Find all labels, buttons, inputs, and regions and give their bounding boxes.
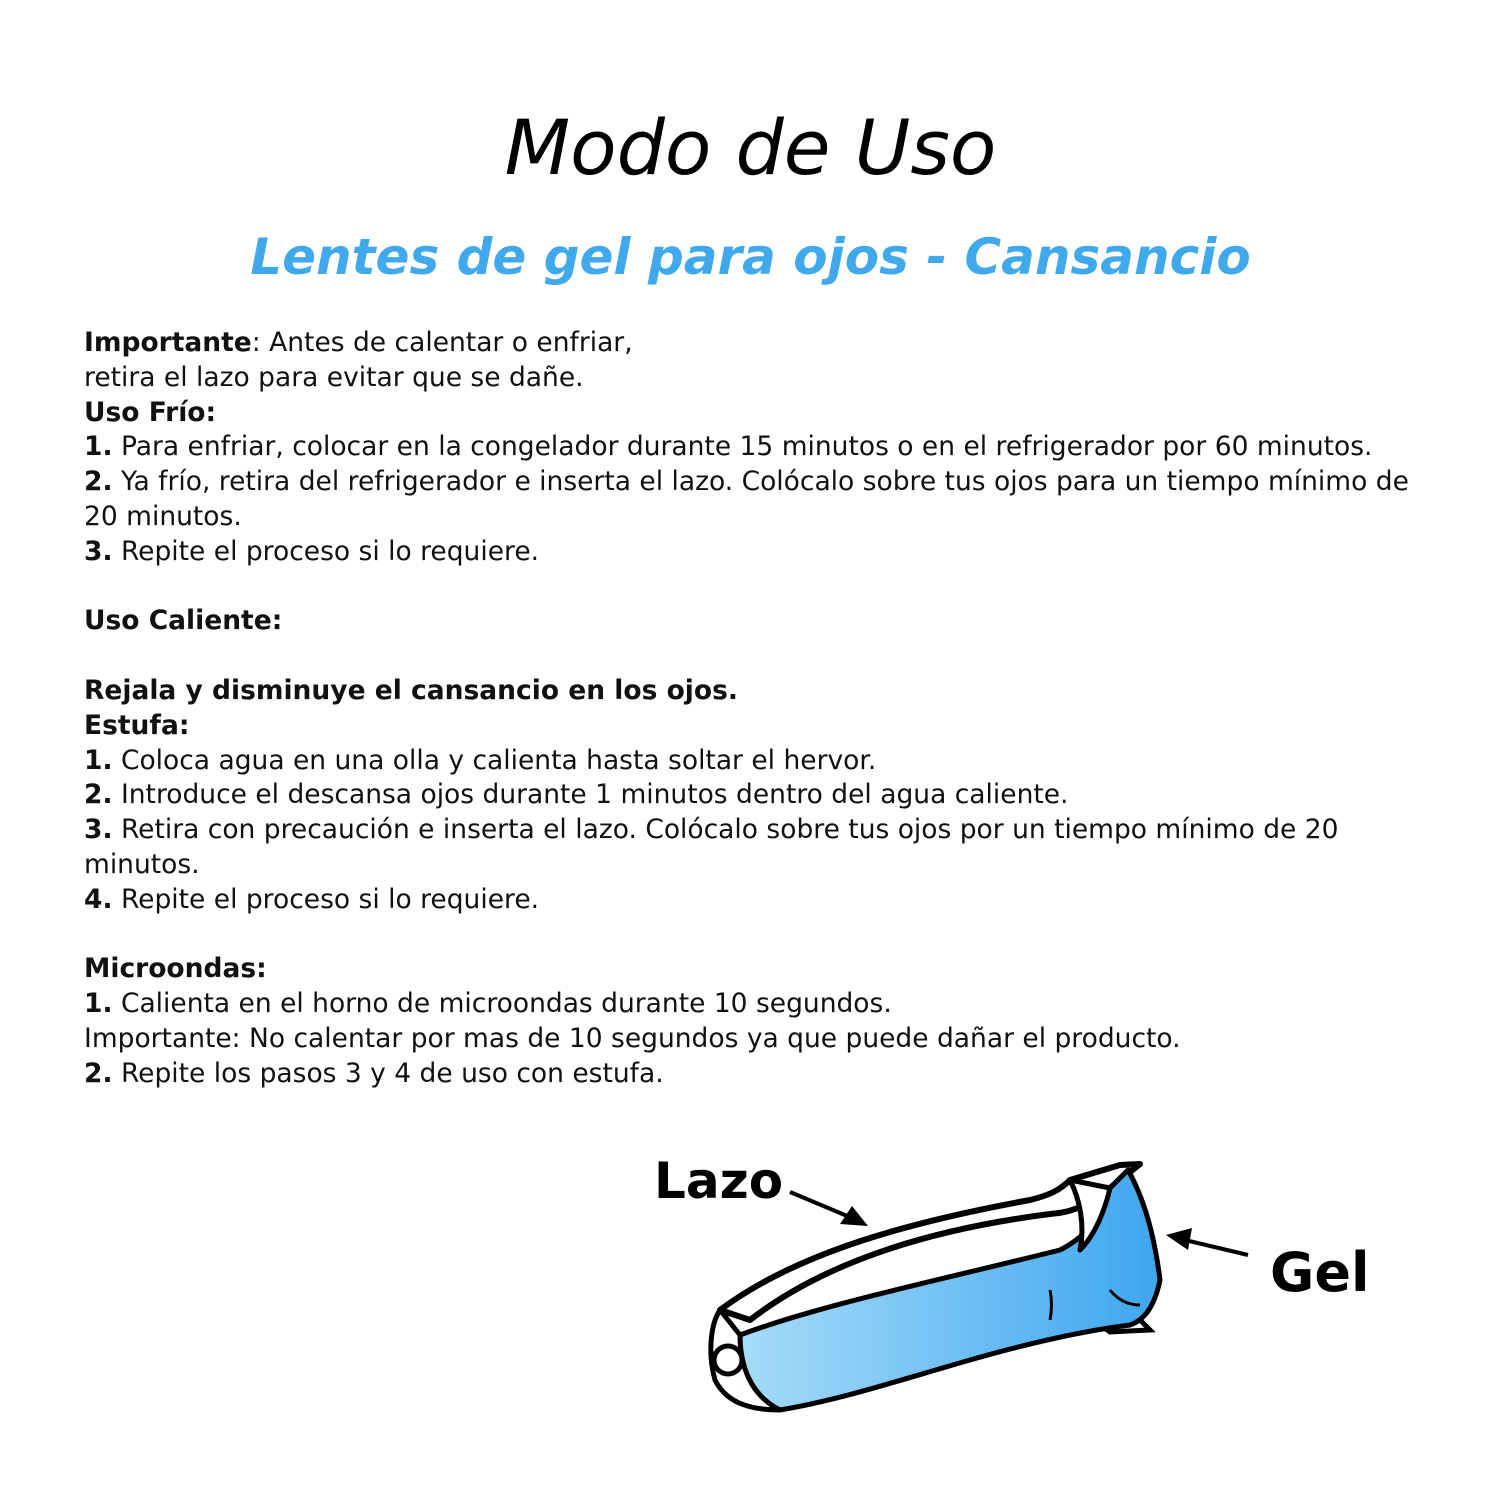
spacer	[84, 570, 1444, 605]
step-text: Repite el proceso si lo requiere.	[112, 535, 540, 567]
step-number: 2.	[84, 1057, 113, 1089]
page-subtitle: Lentes de gel para ojos - Cansancio	[250, 228, 1251, 286]
important-text-2: retira el lazo para evitar que se dañe.	[84, 361, 584, 393]
step-text: Repite los pasos 3 y 4 de uso con estufa.	[112, 1057, 664, 1089]
gel-label: Gel	[1270, 1241, 1370, 1304]
hot-use-tagline: Rejala y disminuye el cansancio en los ojos.	[84, 674, 738, 706]
cold-step-3	[84, 535, 1444, 570]
step-text: Calienta en el horno de microondas durante 10 segundos.	[112, 988, 892, 1020]
gel-crease	[1050, 1290, 1052, 1320]
step-text: Repite el proceso si lo requiere.	[112, 883, 540, 915]
spacer	[84, 918, 1444, 953]
step-text: Ya frío, retira del refrigerador e inserta el lazo. Colócalo sobre tus ojos para un tiempo mínimo de 20 minutos.	[84, 466, 1409, 532]
microwave-step-1	[84, 987, 1444, 1022]
spacer	[84, 639, 1444, 674]
arrow-to-strap-line	[790, 1192, 852, 1218]
step-number: 1.	[84, 431, 113, 463]
important-label: Importante	[84, 327, 252, 358]
step-number: 2.	[84, 779, 113, 811]
important-text-1: : Antes de calentar o enfriar,	[251, 327, 633, 358]
arrow-to-gel-line	[1185, 1240, 1248, 1255]
step-text: Para enfriar, colocar en la congelador durante 15 minutos o en el refrigerador por 60 minutos.	[112, 431, 1373, 463]
step-text: Introduce el descansa ojos durante 1 minutos dentro del agua caliente.	[112, 779, 1069, 811]
arrow-to-gel-head	[1166, 1228, 1192, 1250]
step-number: 2.	[84, 466, 113, 498]
step-text: Retira con precaución e inserta el lazo. Colócalo sobre tus ojos por un tiempo mínimo de 20 minutos.	[84, 814, 1339, 880]
stove-step-2	[84, 778, 1444, 813]
strap-label: Lazo	[654, 1152, 784, 1210]
step-number: 1.	[84, 988, 113, 1020]
microwave-step-2	[84, 1057, 1444, 1092]
microwave-warning: Importante: No calentar por mas de 10 segundos ya que puede dañar el producto.	[84, 1022, 1181, 1054]
stove-heading: Estufa:	[84, 709, 190, 741]
cold-step-1	[84, 430, 1444, 465]
step-number: 3.	[84, 535, 113, 567]
step-number: 4.	[84, 883, 113, 915]
left-buckle-hole	[714, 1346, 742, 1374]
cold-use-heading: Uso Frío:	[84, 396, 217, 428]
stove-step-1	[84, 744, 1444, 779]
instructions	[84, 326, 1444, 1092]
step-number: 1.	[84, 744, 113, 776]
step-text: Coloca agua en una olla y calienta hasta soltar el hervor.	[112, 744, 877, 776]
step-number: 3.	[84, 814, 113, 846]
important-note	[84, 326, 1444, 361]
page-title: Modo de Uso	[504, 103, 997, 192]
hot-use-heading: Uso Caliente:	[84, 605, 283, 637]
microwave-heading: Microondas:	[84, 953, 267, 985]
stove-step-3	[84, 813, 1444, 883]
stove-step-4	[84, 883, 1444, 918]
cold-step-2	[84, 465, 1444, 535]
